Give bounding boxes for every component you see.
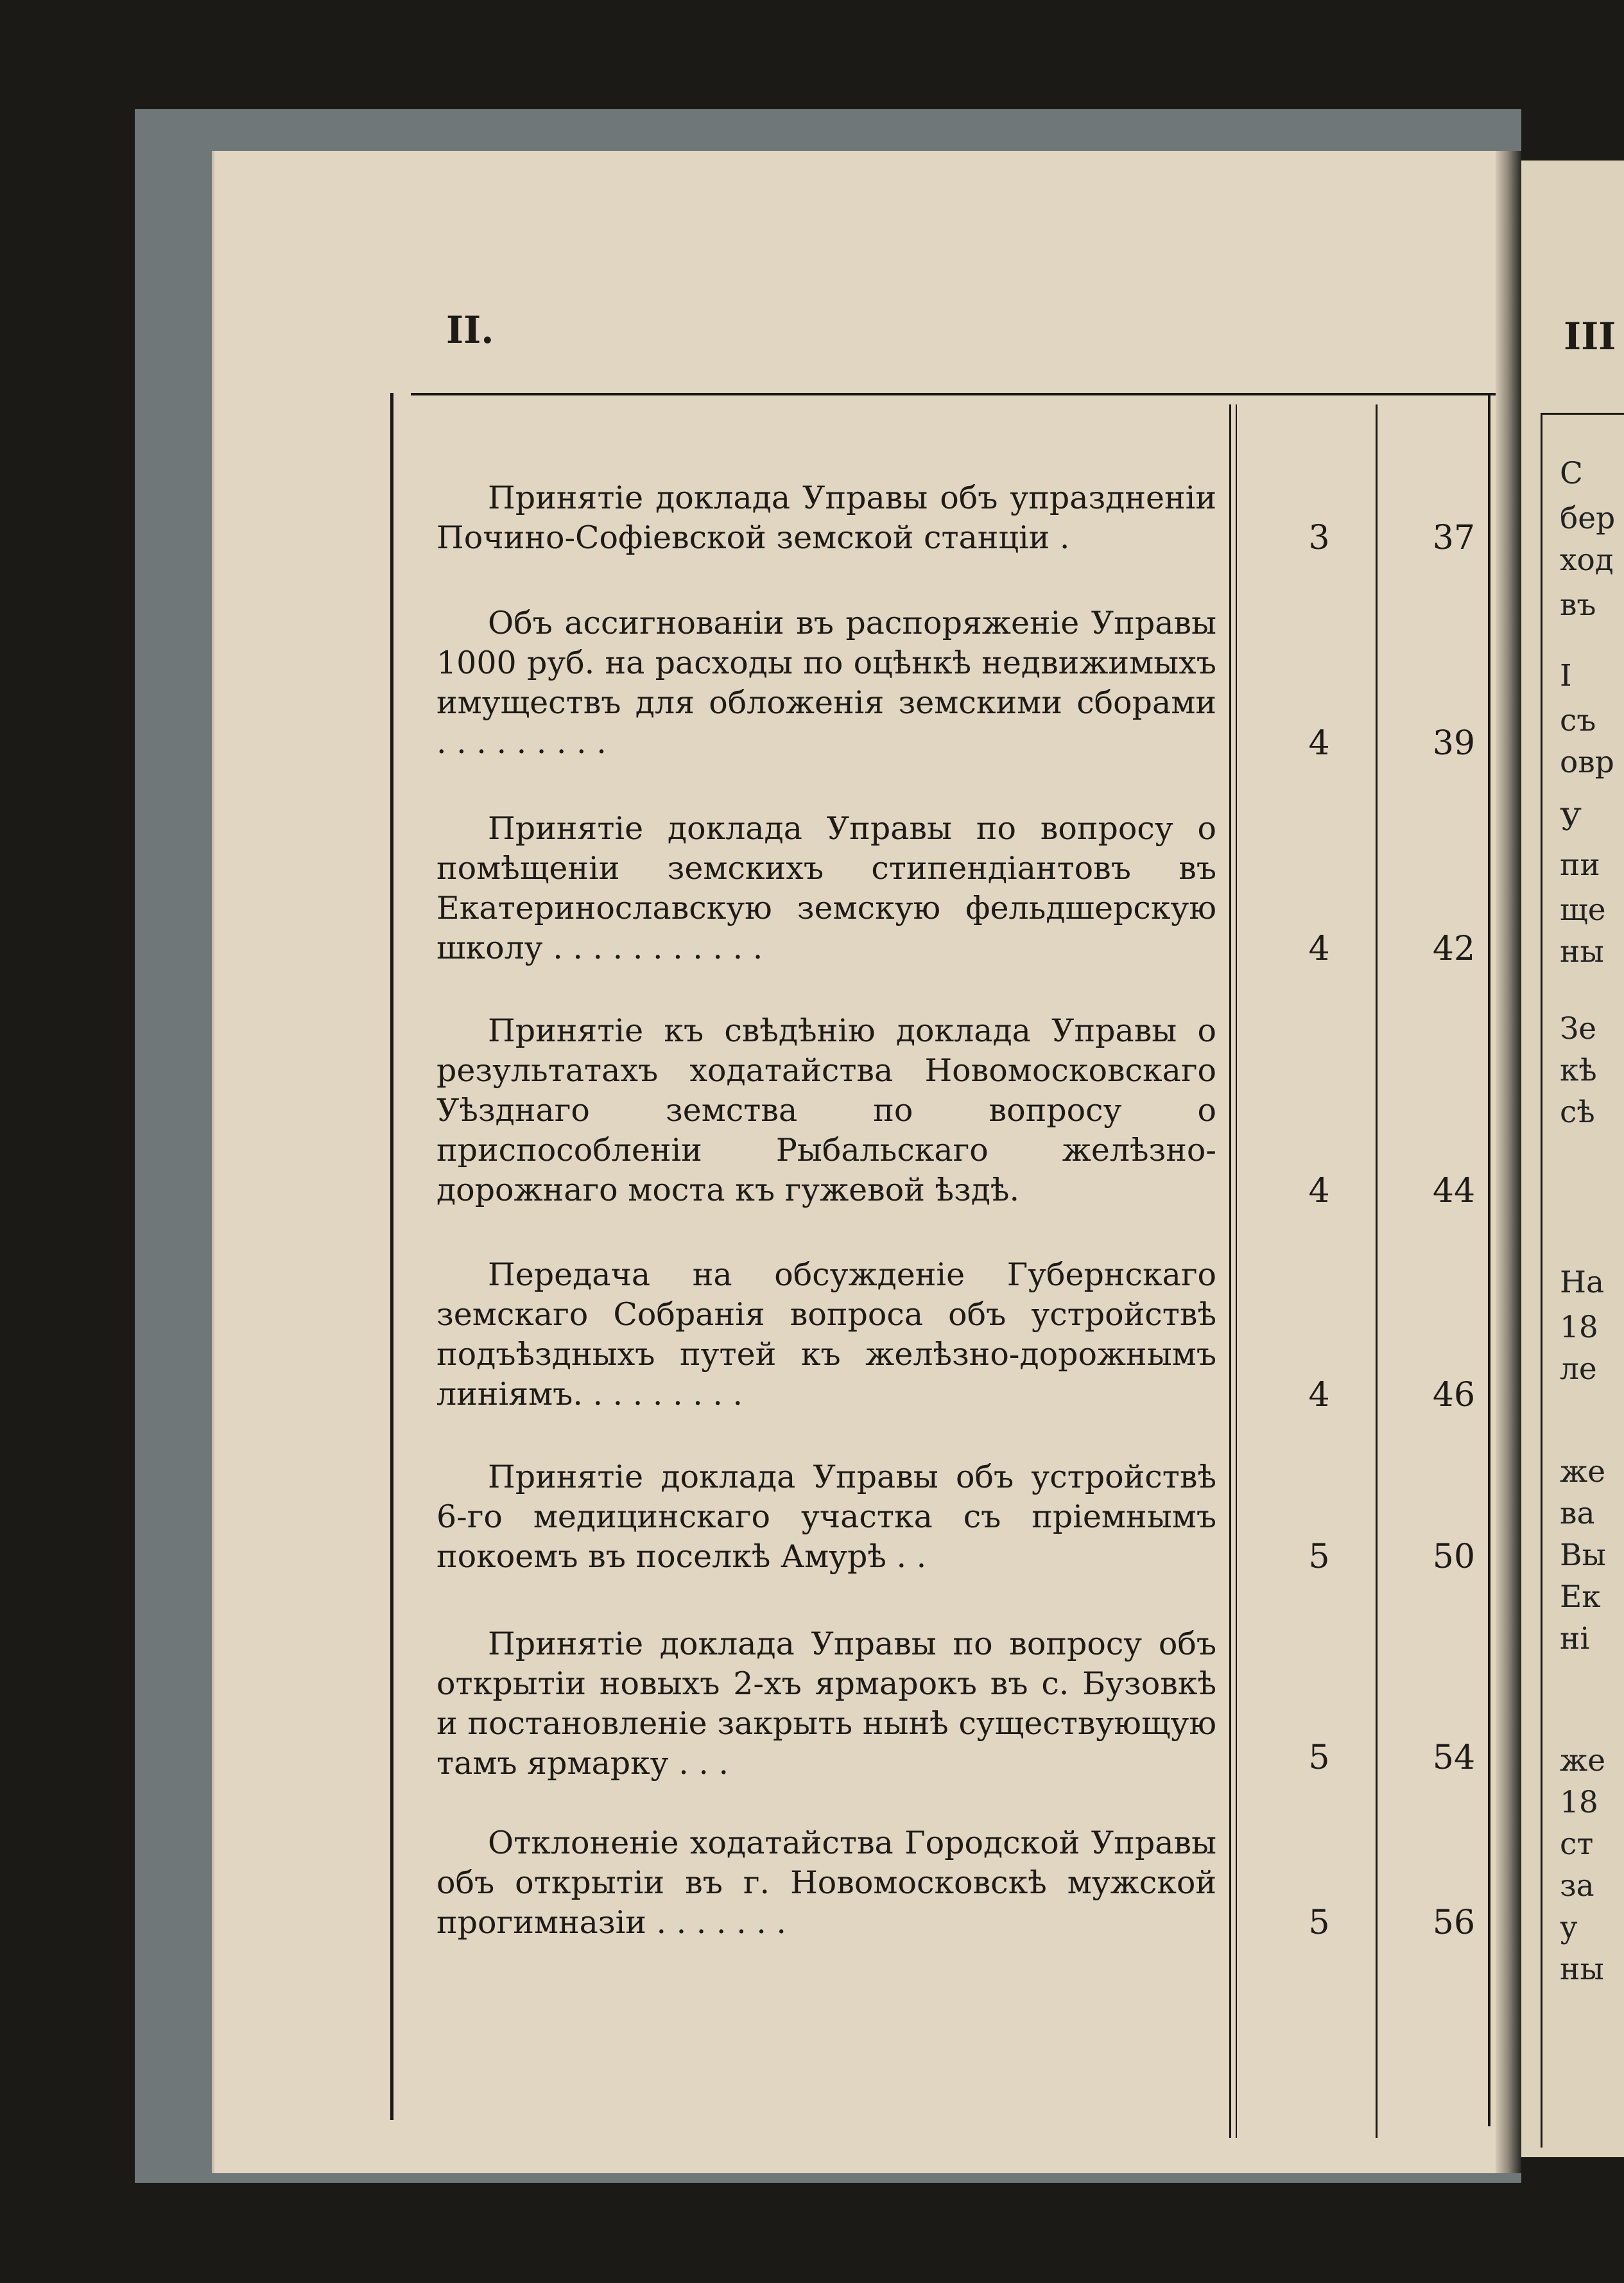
next-page-rule <box>1541 413 1624 415</box>
next-page-fragment: Ек <box>1560 1579 1601 1615</box>
next-page-fragment: пи <box>1560 847 1600 883</box>
table-top-rule <box>411 393 1496 395</box>
entry-page: 56 <box>1432 1904 1476 1942</box>
entry-text: Принятіе къ свѣдѣнію доклада Управы о результатахъ ходатайства Новомосковскаго Уѣзднаго земства по вопросу о приспособленіи Рыбальскаго желѣзно-дорожнаго моста къ гужевой ѣздѣ. <box>436 1012 1216 1208</box>
next-page-fragment: въ <box>1560 587 1596 623</box>
next-page-fragment: ще <box>1560 892 1606 928</box>
entry-text: Принятіе доклада Управы по вопросу объ открытіи новыхъ 2-хъ ярмарокъ въ с. Бузовкѣ и постановленіе закрыть нынѣ существующую тамъ ярмарку . . . <box>436 1626 1216 1782</box>
entry-session: 4 <box>1308 1376 1330 1414</box>
entry-page: 37 <box>1432 519 1476 557</box>
entry-text: Принятіе доклада Управы объ устройствѣ 6-го медицинскаго участка съ пріемнымъ покоемъ въ поселкѣ Амурѣ . . <box>436 1459 1216 1575</box>
next-page-fragment: же <box>1560 1454 1606 1489</box>
next-page-fragment: 18 <box>1560 1310 1598 1345</box>
entry-page: 42 <box>1432 930 1476 968</box>
next-page-edge <box>1521 161 1624 2157</box>
entry-session: 5 <box>1308 1538 1330 1576</box>
next-page-fragment: Зе <box>1560 1011 1597 1046</box>
entry-text: Отклоненіе ходатайства Городской Управы объ открытіи въ г. Новомосковскѣ мужской прогимназіи . . . . . . . <box>436 1825 1216 1941</box>
next-page-fragment: Вы <box>1560 1538 1606 1573</box>
next-page-fragment: 18 <box>1560 1785 1598 1820</box>
next-page-number: III <box>1564 315 1616 358</box>
entry-page: 44 <box>1432 1172 1476 1210</box>
next-page-fragment: ны <box>1560 934 1604 969</box>
next-page-fragment: съ <box>1560 703 1596 738</box>
entry-text: Объ ассигнованіи въ распоряженіе Управы 1000 руб. на расходы по оцѣнкѣ недвижимыхъ имуществъ для обложенія земскими сборами . . . . . . . . . <box>436 605 1216 761</box>
page-number: II. <box>446 308 494 352</box>
entry-session: 4 <box>1308 1172 1330 1210</box>
entry-session: 4 <box>1308 930 1330 968</box>
next-page-border <box>1541 414 1542 2148</box>
column-divider-1 <box>1229 404 1231 2138</box>
entry-page: 54 <box>1432 1739 1476 1777</box>
next-page-fragment: ны <box>1560 1952 1604 1987</box>
entry-session: 3 <box>1308 519 1330 557</box>
table-left-border <box>390 393 393 2120</box>
next-page-fragment: же <box>1560 1743 1606 1778</box>
next-page-fragment: С <box>1560 456 1583 491</box>
next-page-fragment: за <box>1560 1868 1594 1904</box>
column-divider-1b <box>1236 404 1237 2138</box>
next-page-fragment: ход <box>1560 543 1614 578</box>
column-divider-2 <box>1376 404 1378 2138</box>
entry-session: 4 <box>1308 724 1330 763</box>
table-right-border <box>1488 393 1490 2126</box>
next-page-fragment: кѣ <box>1560 1053 1597 1088</box>
next-page-fragment: На <box>1560 1265 1605 1300</box>
next-page-fragment: у <box>1560 1910 1578 1945</box>
next-page-fragment: сѣ <box>1560 1095 1595 1130</box>
next-page-fragment: ні <box>1560 1621 1590 1656</box>
entry-page: 50 <box>1432 1538 1476 1576</box>
entry-page: 39 <box>1432 724 1476 763</box>
entry-text: Принятіе доклада Управы объ упраздненіи Почино-Софіевской земской станціи . <box>436 480 1216 556</box>
entry-text: Передача на обсужденіе Губернскаго земскаго Собранія вопроса объ устройствѣ подъѣздныхъ путей къ желѣзно-дорожнымъ линіямъ. . . . . . . . . <box>436 1256 1216 1412</box>
book-spine <box>1496 151 1521 2173</box>
next-page-fragment: ле <box>1560 1351 1597 1387</box>
next-page-fragment: У <box>1560 803 1582 838</box>
next-page-fragment: ст <box>1560 1827 1594 1862</box>
next-page-fragment: ва <box>1560 1496 1595 1531</box>
entry-session: 5 <box>1308 1739 1330 1777</box>
entry-text: Принятіе доклада Управы по вопросу о помѣщеніи земскихъ стипендіантовъ въ Екатеринославскую земскую фельдшерскую школу . . . . . . . . . . . <box>436 810 1216 966</box>
next-page-fragment: I <box>1560 658 1572 693</box>
entry-page: 46 <box>1432 1376 1476 1414</box>
entry-session: 5 <box>1308 1904 1330 1942</box>
next-page-fragment: овр <box>1560 745 1614 780</box>
next-page-fragment: бер <box>1560 501 1616 536</box>
